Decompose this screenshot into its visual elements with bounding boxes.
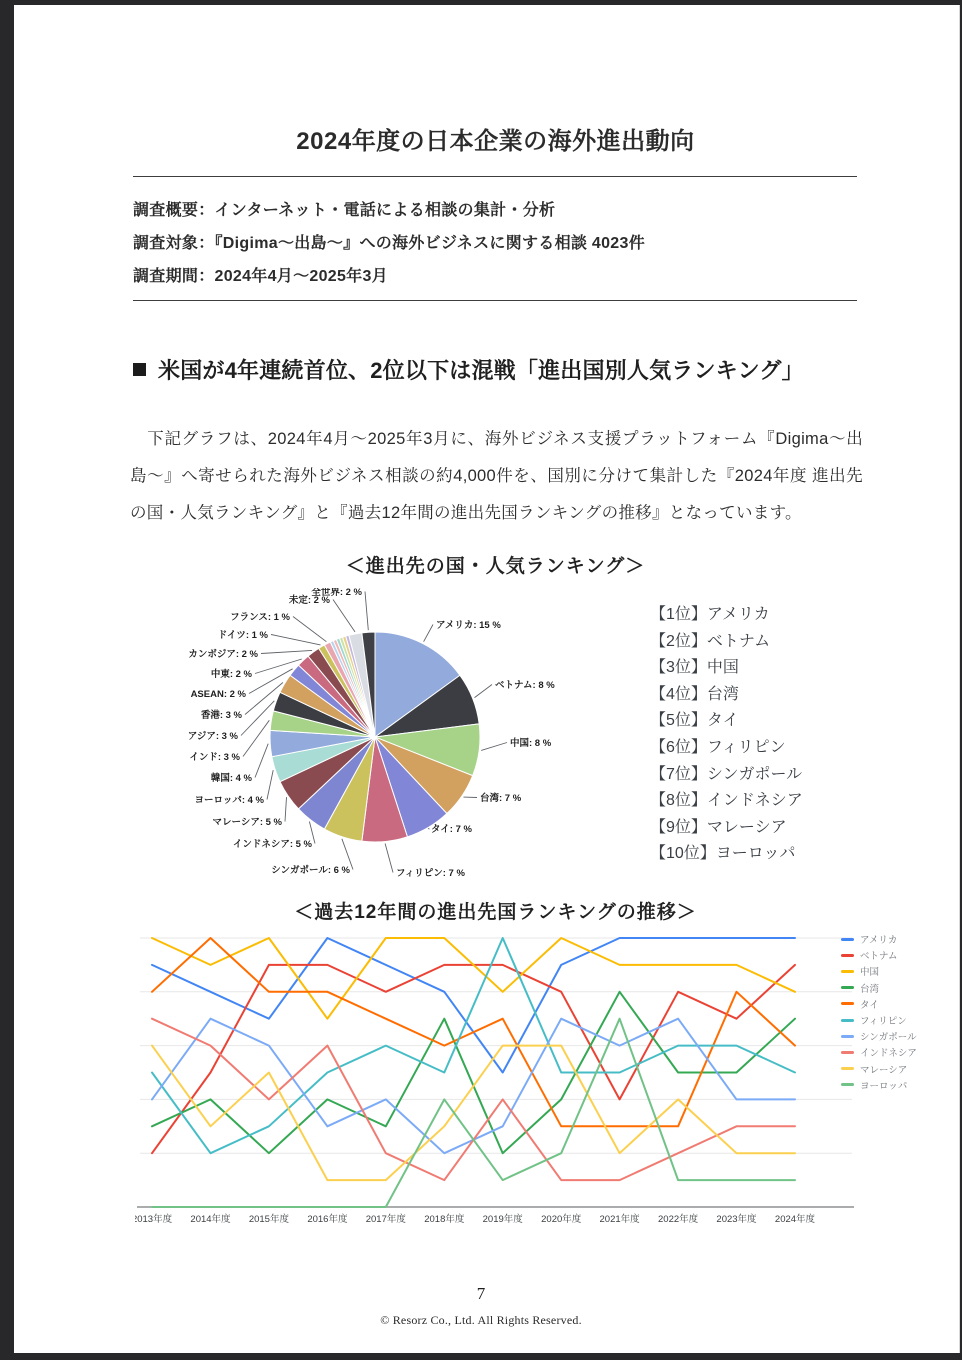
pie-slice-label: アジア: 3 % xyxy=(187,731,238,742)
pie-slice-label: ベトナム: 8 % xyxy=(495,680,555,691)
series-line-台湾 xyxy=(152,992,795,1153)
pie-slice-label: フィリピン: 7 % xyxy=(396,868,465,879)
legend-label: 中国 xyxy=(860,967,880,979)
legend-swatch-icon xyxy=(841,1051,854,1054)
legend-label: タイ xyxy=(860,999,879,1011)
x-axis-label: 2019年度 xyxy=(482,1214,523,1225)
copyright-text: © Resorz Co., Ltd. All Rights Reserved. xyxy=(380,1313,582,1327)
legend-label: ヨーロッパ xyxy=(860,1080,908,1092)
pie-slice-label: 全世界: 2 % xyxy=(311,588,362,598)
survey-period: 調査期間：2024年4月〜2025年3月 xyxy=(133,268,388,285)
line-chart-legend xyxy=(841,931,956,1093)
body-paragraph: 下記グラフは、2024年4月〜2025年3月に、海外ビジネス支援プラットフォーム『Digima〜出島〜』へ寄せられた海外ビジネス相談の約4,000件を、国別に分けて集計した『2024年度 進出先の国・人気ランキング』と『過去12年間の進出先国ランキングの推移』となっています。 xyxy=(130,430,863,522)
pie-chart xyxy=(133,588,733,890)
pie-slice-label: 韓国: 4 % xyxy=(210,773,252,784)
legend-item xyxy=(841,980,956,996)
legend-swatch-icon xyxy=(841,938,854,941)
legend-swatch-icon xyxy=(841,1083,854,1086)
pie-label-leader-line xyxy=(285,797,287,821)
section-heading xyxy=(133,354,863,385)
survey-target: 調査対象：『Digima〜出島〜』への海外ビジネスに関する相談 4023件 xyxy=(133,235,646,252)
legend-item xyxy=(841,1012,956,1028)
x-axis-label: 2018年度 xyxy=(424,1214,465,1225)
legend-item xyxy=(841,1044,956,1060)
pie-chart-title: ＜進出先の国・人気ランキング＞ xyxy=(345,556,646,577)
pie-slice-label: 未定: 2 % xyxy=(288,595,330,606)
pie-label-leader-line xyxy=(481,743,507,751)
line-chart-svg xyxy=(135,926,860,1228)
series-line-ベトナム xyxy=(152,965,795,1153)
legend-item xyxy=(841,931,956,947)
divider-bottom xyxy=(133,300,857,301)
pie-slice-label: ドイツ: 1 % xyxy=(217,630,268,641)
pie-slice-label: アメリカ: 15 % xyxy=(436,620,501,631)
pie-label-leader-line xyxy=(255,744,268,778)
pie-label-leader-line xyxy=(475,685,493,698)
pie-label-leader-line xyxy=(333,600,355,632)
ranking-list-item: 【3位】中国 xyxy=(650,659,739,677)
pie-label-leader-line xyxy=(424,625,433,642)
pie-label-leader-line xyxy=(261,650,312,653)
series-line-マレーシア xyxy=(152,1046,795,1181)
legend-swatch-icon xyxy=(841,1067,854,1070)
x-axis-label: 2021年度 xyxy=(599,1214,640,1225)
x-axis-label: 2017年度 xyxy=(365,1214,406,1225)
legend-swatch-icon xyxy=(841,970,854,973)
legend-item xyxy=(841,1028,956,1044)
x-axis-label: 2015年度 xyxy=(248,1214,289,1225)
legend-label: インドネシア xyxy=(860,1048,917,1060)
legend-swatch-icon xyxy=(841,1002,854,1005)
pie-slice-label: 台湾: 7 % xyxy=(480,793,522,804)
pie-slice-label: タイ: 7 % xyxy=(431,824,472,835)
ranking-list-item: 【4位】台湾 xyxy=(650,685,739,703)
legend-swatch-icon xyxy=(841,1019,854,1022)
x-axis-label: 2022年度 xyxy=(658,1214,699,1225)
legend-label: マレーシア xyxy=(860,1064,908,1076)
pie-slice-label: ヨーロッパ: 4 % xyxy=(194,795,264,806)
ranking-list-item: 【2位】ベトナム xyxy=(650,632,771,650)
legend-label: フィリピン xyxy=(860,1016,907,1028)
page-number: 7 xyxy=(476,1284,486,1303)
pie-slice-label: 香港: 3 % xyxy=(200,710,242,721)
pie-slice-label: フランス: 1 % xyxy=(230,612,290,623)
section-heading-text: 米国が4年連続首位、2位以下は混戦「進出国別人気ランキング」 xyxy=(158,358,804,383)
ranking-list-item: 【8位】インドネシア xyxy=(650,792,803,810)
pie-slice-label: シンガポール: 6 % xyxy=(271,865,350,876)
legend-item xyxy=(841,963,956,979)
pie-slice-label: 中東: 2 % xyxy=(210,669,252,680)
legend-item xyxy=(841,947,956,963)
pie-label-leader-line xyxy=(428,829,430,830)
ranking-list-item: 【1位】アメリカ xyxy=(650,606,770,623)
pie-slice-label: インドネシア: 5 % xyxy=(232,839,312,850)
pie-label-leader-line xyxy=(365,592,368,631)
ranking-list-item: 【9位】マレーシア xyxy=(650,818,787,836)
legend-item xyxy=(841,996,956,1012)
ranking-list xyxy=(650,602,870,868)
x-axis-label: 2013年度 xyxy=(135,1214,173,1225)
pie-slice-label: 中国: 8 % xyxy=(510,738,552,749)
x-axis-label: 2020年度 xyxy=(541,1214,582,1225)
x-axis-label: 2016年度 xyxy=(307,1214,348,1225)
pie-chart-svg xyxy=(133,588,733,890)
pie-slice-label: マレーシア: 5 % xyxy=(212,817,282,828)
legend-swatch-icon xyxy=(841,986,854,989)
ranking-list-item: 【5位】タイ xyxy=(650,712,739,730)
pie-label-leader-line xyxy=(385,844,393,873)
legend-swatch-icon xyxy=(841,1035,854,1038)
pie-slice-label: ASEAN: 2 % xyxy=(190,689,246,700)
survey-overview: 調査概要：インターネット・電話による相談の集計・分析 xyxy=(133,202,556,219)
legend-item xyxy=(841,1077,956,1093)
line-chart-title: ＜過去12年間の進出先国ランキングの推移＞ xyxy=(294,902,697,923)
pie-label-leader-line xyxy=(241,701,274,736)
pie-label-leader-line xyxy=(271,635,321,645)
pie-label-leader-line xyxy=(293,617,326,642)
legend-item xyxy=(841,1061,956,1077)
divider-top xyxy=(133,176,857,177)
x-axis-label: 2024年度 xyxy=(774,1214,816,1225)
legend-swatch-icon xyxy=(841,954,854,957)
ranking-list-item: 【7位】シンガポール xyxy=(650,765,803,783)
legend-label: ベトナム xyxy=(860,951,898,963)
line-chart xyxy=(135,926,860,1228)
legend-label: シンガポール xyxy=(860,1032,917,1044)
legend-label: アメリカ xyxy=(860,935,898,947)
x-axis-label: 2014年度 xyxy=(190,1214,231,1225)
pie-slice-label: カンボジア: 2 % xyxy=(188,649,258,660)
x-axis-label: 2023年度 xyxy=(716,1214,757,1225)
pie-label-leader-line xyxy=(267,770,273,799)
pie-slice-label: インド: 3 % xyxy=(189,752,240,763)
legend-label: 台湾 xyxy=(860,983,880,995)
ranking-list-item: 【10位】ヨーロッパ xyxy=(650,845,796,863)
square-bullet-icon xyxy=(133,363,146,376)
ranking-list-item: 【6位】フィリピン xyxy=(650,738,786,756)
page-title: 2024年度の日本企業の海外進出動向 xyxy=(296,128,695,155)
